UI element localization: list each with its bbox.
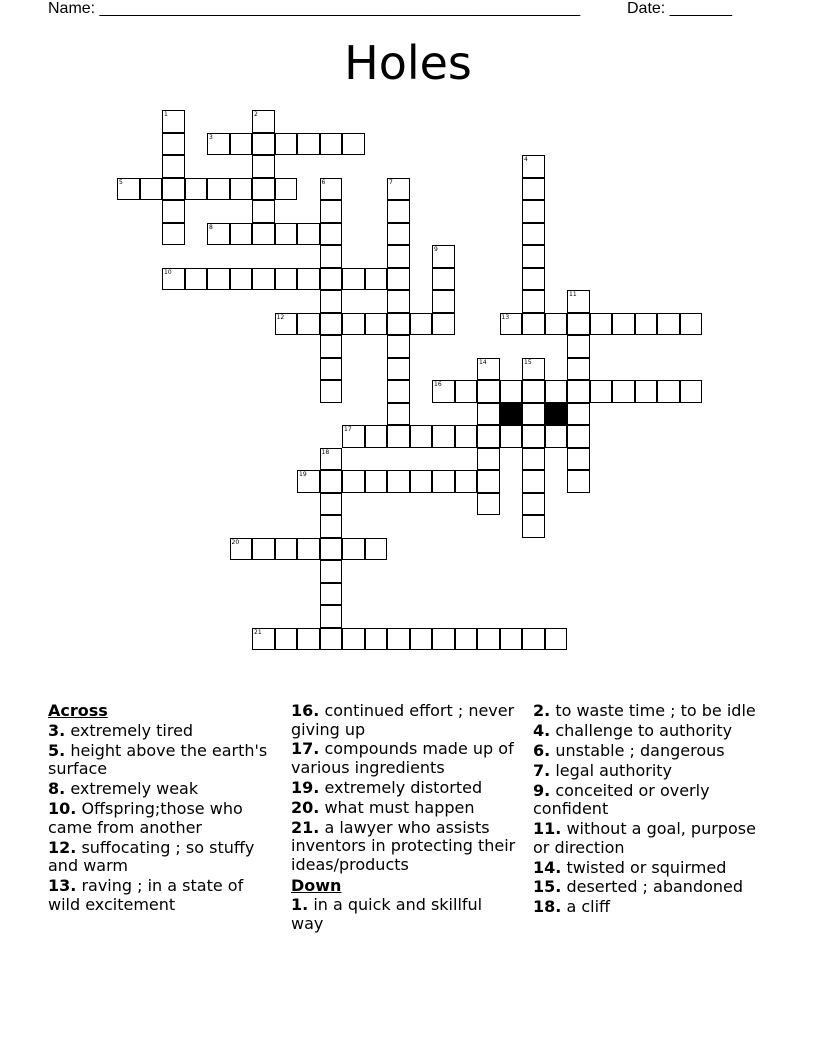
- grid-cell[interactable]: [387, 425, 410, 448]
- grid-cell[interactable]: [455, 380, 478, 403]
- grid-cell[interactable]: [275, 628, 298, 651]
- grid-cell[interactable]: [230, 538, 253, 561]
- grid-cell[interactable]: [522, 380, 545, 403]
- grid-cell[interactable]: [162, 268, 185, 291]
- cell-number: 19: [299, 471, 307, 478]
- clue-across-13: 13. raving ; in a state of wild excitement: [48, 876, 244, 914]
- grid-cell[interactable]: [567, 290, 590, 313]
- clue-across-21: 21. a lawyer who assists inventors in protecting their ideas/products: [291, 817, 516, 874]
- grid-cell[interactable]: [365, 268, 388, 291]
- grid-cell[interactable]: [320, 583, 343, 606]
- grid-cell[interactable]: [252, 268, 275, 291]
- grid-cell[interactable]: [342, 268, 365, 291]
- grid-cell[interactable]: [387, 290, 410, 313]
- grid-cell[interactable]: [320, 200, 343, 223]
- grid-cell[interactable]: [522, 425, 545, 448]
- grid-cell[interactable]: [342, 313, 365, 336]
- grid-cell[interactable]: [387, 223, 410, 246]
- grid-cell[interactable]: [590, 313, 613, 336]
- grid-cell[interactable]: [410, 470, 433, 493]
- grid-cell[interactable]: [522, 448, 545, 471]
- date-label: Date:: [627, 0, 666, 17]
- grid-cell[interactable]: [320, 178, 343, 201]
- grid-cell[interactable]: [162, 178, 185, 201]
- grid-cell[interactable]: [342, 425, 365, 448]
- grid-cell[interactable]: [342, 538, 365, 561]
- grid-cell[interactable]: [365, 628, 388, 651]
- cell-number: 8: [209, 223, 213, 231]
- grid-cell[interactable]: [545, 313, 568, 336]
- cell-number: 9: [434, 246, 438, 253]
- grid-cell[interactable]: [567, 380, 590, 403]
- grid-cell[interactable]: [387, 403, 410, 426]
- grid-cell[interactable]: [207, 223, 230, 246]
- name-line[interactable]: ______________________________________________________: [99, 0, 581, 17]
- grid-cell[interactable]: [522, 178, 545, 201]
- grid-cell[interactable]: [252, 133, 275, 156]
- grid-cell[interactable]: [185, 268, 208, 291]
- grid-cell[interactable]: [477, 448, 500, 471]
- grid-cell[interactable]: [477, 628, 500, 651]
- grid-cell[interactable]: [162, 223, 185, 246]
- grid-cell[interactable]: [162, 133, 185, 156]
- cell-number: 1: [164, 111, 168, 118]
- grid-cell[interactable]: [522, 155, 545, 178]
- grid-cell[interactable]: [297, 268, 320, 291]
- grid-cell[interactable]: [612, 313, 635, 336]
- clue-down-15: 15. deserted ; abandoned: [533, 877, 744, 897]
- cell-number: 14: [479, 358, 487, 366]
- clue-down-1: 1. in a quick and skillful way: [291, 895, 483, 934]
- grid-cell[interactable]: [432, 268, 455, 291]
- grid-cell[interactable]: [275, 313, 298, 336]
- grid-black-cell: [545, 403, 568, 426]
- grid-cell[interactable]: [185, 178, 208, 201]
- grid-cell[interactable]: [342, 628, 365, 651]
- grid-cell[interactable]: [140, 178, 163, 201]
- grid-cell[interactable]: [500, 628, 523, 651]
- grid-cell[interactable]: [477, 380, 500, 403]
- cell-number: 3: [209, 133, 213, 141]
- puzzle-title: Holes: [344, 36, 472, 90]
- grid-cell[interactable]: [500, 425, 523, 448]
- grid-cell[interactable]: [432, 380, 455, 403]
- grid-cell[interactable]: [230, 178, 253, 201]
- cell-number: 11: [569, 291, 577, 298]
- clue-across-12: 12. suffocating ; so stuffy and warm: [48, 837, 255, 876]
- grid-cell[interactable]: [275, 223, 298, 246]
- clues-column-2: [291, 702, 517, 935]
- grid-cell[interactable]: [230, 133, 253, 156]
- clue-across-10: 10. Offspring;those who came from another: [48, 799, 243, 837]
- grid-cell[interactable]: [567, 335, 590, 358]
- grid-cell[interactable]: [320, 223, 343, 246]
- grid-cell[interactable]: [567, 313, 590, 336]
- grid-cell[interactable]: [320, 605, 343, 628]
- grid-cell[interactable]: [275, 178, 298, 201]
- grid-cell[interactable]: [455, 470, 478, 493]
- grid-cell[interactable]: [522, 200, 545, 223]
- grid-cell[interactable]: [522, 628, 545, 651]
- grid-cell[interactable]: [657, 380, 680, 403]
- grid-cell[interactable]: [387, 470, 410, 493]
- clue-down-6: 6. unstable ; dangerous: [533, 740, 725, 760]
- grid-cell[interactable]: [320, 628, 343, 651]
- grid-cell[interactable]: [297, 470, 320, 493]
- grid-cell[interactable]: [500, 380, 523, 403]
- grid-cell[interactable]: [522, 470, 545, 493]
- grid-cell[interactable]: [275, 538, 298, 561]
- grid-cell[interactable]: [320, 313, 343, 336]
- clue-across-19: 19. extremely distorted: [291, 777, 483, 797]
- grid-cell[interactable]: [230, 268, 253, 291]
- cell-number: 20: [231, 538, 240, 546]
- grid-cell[interactable]: [117, 178, 140, 201]
- clue-across-20: 20. what must happen: [291, 797, 475, 817]
- grid-black-cell: [500, 403, 523, 426]
- grid-cell[interactable]: [275, 133, 298, 156]
- grid-cell[interactable]: [365, 538, 388, 561]
- grid-cell[interactable]: [207, 268, 230, 291]
- grid-cell[interactable]: [387, 200, 410, 223]
- grid-cell[interactable]: [207, 133, 230, 156]
- clue-across-5: 5. height above the earth's surface: [48, 740, 268, 779]
- grid-cell[interactable]: [252, 178, 275, 201]
- grid-cell[interactable]: [680, 313, 703, 336]
- grid-cell[interactable]: [477, 403, 500, 426]
- grid-cell[interactable]: [410, 313, 433, 336]
- grid-cell[interactable]: [387, 245, 410, 268]
- grid-cell[interactable]: [207, 178, 230, 201]
- grid-cell[interactable]: [432, 245, 455, 268]
- grid-cell[interactable]: [252, 538, 275, 561]
- grid-cell[interactable]: [432, 313, 455, 336]
- grid-cell[interactable]: [635, 313, 658, 336]
- grid-cell[interactable]: [162, 200, 185, 223]
- grid-cell[interactable]: [252, 200, 275, 223]
- clue-across-17: 17. compounds made up of various ingredients: [291, 739, 514, 778]
- grid-cell[interactable]: [522, 223, 545, 246]
- grid-cell[interactable]: [297, 223, 320, 246]
- grid-cell[interactable]: [522, 268, 545, 291]
- grid-cell[interactable]: [432, 290, 455, 313]
- grid-cell[interactable]: [567, 358, 590, 381]
- grid-cell[interactable]: [387, 335, 410, 358]
- clues-column-1: [48, 702, 274, 916]
- grid-cell[interactable]: [252, 223, 275, 246]
- grid-cell[interactable]: [342, 470, 365, 493]
- clue-across-8: 8. extremely weak: [48, 779, 199, 799]
- clue-down-7: 7. legal authority: [533, 760, 673, 780]
- clue-down-9: 9. conceited or overly confident: [533, 780, 710, 819]
- grid-cell[interactable]: [387, 178, 410, 201]
- cell-number: 6: [321, 178, 326, 186]
- grid-cell[interactable]: [320, 493, 343, 516]
- grid-cell[interactable]: [522, 245, 545, 268]
- clue-down-4: 4. challenge to authority: [533, 720, 733, 740]
- clue-down-18: 18. a cliff: [533, 897, 611, 917]
- grid-cell[interactable]: [320, 358, 343, 381]
- grid-cell[interactable]: [387, 628, 410, 651]
- grid-cell[interactable]: [477, 493, 500, 516]
- grid-cell[interactable]: [410, 628, 433, 651]
- grid-cell[interactable]: [342, 133, 365, 156]
- cell-number: 2: [254, 111, 258, 118]
- clue-down-14: 14. twisted or squirmed: [533, 857, 727, 877]
- clue-down-11: 11. without a goal, purpose or direction: [533, 819, 756, 857]
- cell-number: 21: [254, 628, 262, 636]
- grid-cell[interactable]: [365, 313, 388, 336]
- grid-cell[interactable]: [320, 133, 343, 156]
- grid-cell[interactable]: [387, 313, 410, 336]
- grid-cell[interactable]: [230, 223, 253, 246]
- clue-down-2: 2. to waste time ; to be idle: [533, 701, 756, 720]
- grid-cell[interactable]: [522, 403, 545, 426]
- grid-cell[interactable]: [275, 268, 298, 291]
- grid-cell[interactable]: [320, 380, 343, 403]
- down-heading: Down: [291, 875, 342, 895]
- grid-cell[interactable]: [162, 155, 185, 178]
- grid-cell[interactable]: [320, 560, 343, 583]
- cell-number: 18: [321, 448, 330, 456]
- grid-cell[interactable]: [320, 470, 343, 493]
- grid-cell[interactable]: [297, 628, 320, 651]
- grid-cell[interactable]: [545, 628, 568, 651]
- grid-cell[interactable]: [477, 358, 500, 381]
- grid-cell[interactable]: [432, 470, 455, 493]
- grid-cell[interactable]: [545, 425, 568, 448]
- cell-number: 17: [344, 426, 352, 433]
- grid-cell[interactable]: [320, 245, 343, 268]
- grid-cell[interactable]: [432, 628, 455, 651]
- grid-cell[interactable]: [387, 380, 410, 403]
- grid-cell[interactable]: [365, 470, 388, 493]
- grid-cell[interactable]: [320, 335, 343, 358]
- grid-cell[interactable]: [297, 538, 320, 561]
- clues-column-3: [533, 702, 759, 918]
- grid-cell[interactable]: [455, 425, 478, 448]
- grid-cell[interactable]: [612, 380, 635, 403]
- grid-cell[interactable]: [590, 380, 613, 403]
- cell-number: 4: [524, 156, 528, 163]
- grid-cell[interactable]: [252, 628, 275, 651]
- grid-cell[interactable]: [320, 268, 343, 291]
- grid-cell[interactable]: [545, 380, 568, 403]
- cell-number: 15: [524, 358, 532, 366]
- cell-number: 13: [501, 313, 510, 321]
- grid-cell[interactable]: [162, 110, 185, 133]
- cell-number: 7: [389, 178, 393, 186]
- grid-cell[interactable]: [365, 425, 388, 448]
- grid-cell[interactable]: [477, 425, 500, 448]
- date-line[interactable]: _______: [669, 0, 732, 17]
- grid-cell[interactable]: [522, 313, 545, 336]
- grid-cell[interactable]: [522, 290, 545, 313]
- grid-cell[interactable]: [320, 290, 343, 313]
- grid-cell[interactable]: [387, 358, 410, 381]
- grid-cell[interactable]: [657, 313, 680, 336]
- grid-cell[interactable]: [320, 538, 343, 561]
- grid-cell[interactable]: [567, 403, 590, 426]
- grid-cell[interactable]: [477, 470, 500, 493]
- grid-cell[interactable]: [455, 628, 478, 651]
- grid-cell[interactable]: [567, 425, 590, 448]
- grid-cell[interactable]: [320, 448, 343, 471]
- grid-cell[interactable]: [635, 380, 658, 403]
- cell-number: 5: [119, 178, 123, 186]
- cell-number: 10: [164, 268, 172, 276]
- grid-cell[interactable]: [522, 358, 545, 381]
- grid-cell[interactable]: [432, 425, 455, 448]
- grid-cell[interactable]: [567, 448, 590, 471]
- across-heading: Across: [48, 701, 108, 720]
- name-label: Name:: [48, 0, 96, 17]
- grid-cell[interactable]: [567, 470, 590, 493]
- grid-cell[interactable]: [320, 515, 343, 538]
- grid-cell[interactable]: [410, 425, 433, 448]
- grid-cell[interactable]: [297, 133, 320, 156]
- clue-across-3: 3. extremely tired: [48, 720, 194, 740]
- grid-cell[interactable]: [297, 313, 320, 336]
- grid-cell[interactable]: [680, 380, 703, 403]
- grid-cell[interactable]: [522, 493, 545, 516]
- cell-number: 16: [434, 381, 442, 388]
- grid-cell[interactable]: [252, 155, 275, 178]
- grid-cell[interactable]: [252, 110, 275, 133]
- cell-number: 12: [276, 313, 285, 321]
- clue-across-16: 16. continued effort ; never giving up: [291, 701, 515, 739]
- grid-cell[interactable]: [500, 313, 523, 336]
- grid-cell[interactable]: [522, 515, 545, 538]
- grid-cell[interactable]: [387, 268, 410, 291]
